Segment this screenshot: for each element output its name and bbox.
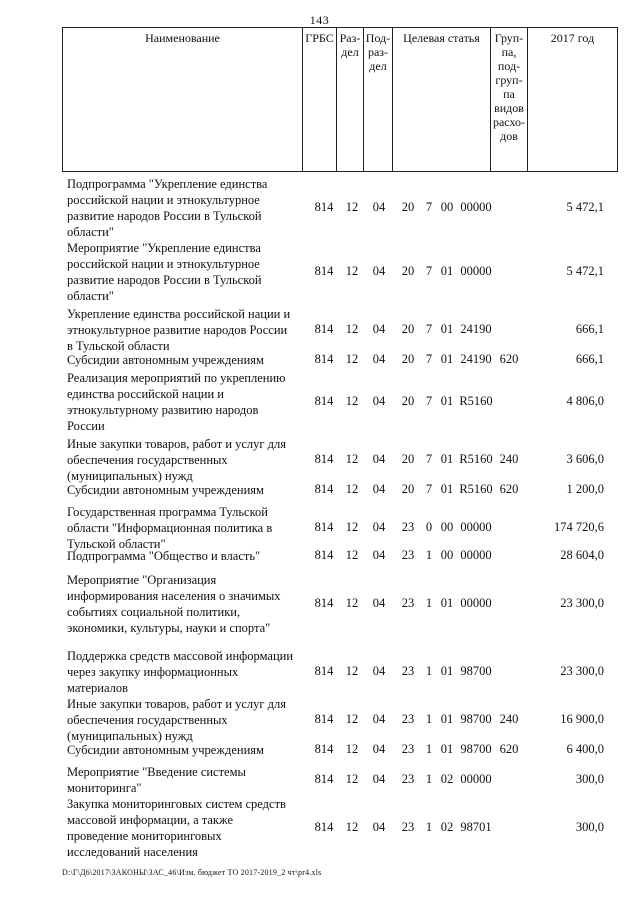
header-name: Наименование	[62, 27, 303, 172]
row-amount: 174 720,6	[554, 520, 604, 534]
row-target-code: R5160	[459, 452, 493, 466]
row-target-event: 00	[440, 520, 454, 534]
row-name: Государственная программа Тульской области "Информационная политика в Тульской области"	[67, 505, 273, 551]
row-subsection: 04	[372, 322, 386, 336]
header-year: 2017 год	[527, 27, 618, 172]
row-section: 12	[345, 394, 359, 408]
row-target-program: 23	[401, 596, 415, 610]
table-row	[62, 548, 618, 568]
row-grbs: 814	[314, 264, 334, 278]
row-target-code: 98700	[460, 712, 492, 726]
row-expense-group: 620	[499, 742, 519, 756]
row-target-event: 02	[440, 820, 454, 834]
row-target-code: 98700	[460, 664, 492, 678]
row-subsection: 04	[372, 820, 386, 834]
table-row	[62, 482, 618, 500]
row-target-code: R5160	[459, 482, 493, 496]
row-target-code: 00000	[460, 772, 492, 786]
row-section: 12	[345, 520, 359, 534]
row-section: 12	[345, 820, 359, 834]
row-section: 12	[345, 596, 359, 610]
row-target-code: 24190	[460, 322, 492, 336]
row-target-program: 20	[401, 200, 415, 214]
row-target-event: 01	[440, 742, 454, 756]
row-grbs: 814	[314, 742, 334, 756]
row-target-program: 23	[401, 772, 415, 786]
row-target-subprogram: 0	[425, 520, 433, 534]
row-target-subprogram: 1	[425, 664, 433, 678]
table-row	[62, 764, 618, 794]
row-name: Мероприятие "Укрепление единства российской нации и этнокультурное развитие народов России в Тульской области"	[67, 241, 262, 303]
row-section: 12	[345, 664, 359, 678]
row-name: Реализация мероприятий по укреплению единства российской нации и этнокультурному развитию народов России	[67, 371, 286, 433]
row-target-subprogram: 7	[425, 352, 433, 366]
row-name: Субсидии автономным учреждениям	[67, 743, 264, 757]
row-target-program: 20	[401, 452, 415, 466]
row-target-subprogram: 1	[425, 712, 433, 726]
row-amount: 666,1	[575, 322, 604, 336]
row-amount: 4 806,0	[566, 394, 604, 408]
row-name: Иные закупки товаров, работ и услуг для обеспечения государственных (муниципальных) нужд	[67, 697, 287, 743]
row-target-program: 20	[401, 482, 415, 496]
footer-path: D:\Г\Д6\2017\ЗАКОНЫ\ЗАС_46\Изм. бюджет ТО 2017-2019_2 чт\pr4.xls	[62, 868, 322, 877]
table-row	[62, 648, 618, 696]
row-target-code: 00000	[460, 596, 492, 610]
row-name: Закупка мониторинговых систем средств массовой информации, а также проведение мониторинговых исследований населения	[67, 797, 286, 859]
row-amount: 666,1	[575, 352, 604, 366]
row-target-program: 23	[401, 520, 415, 534]
row-target-event: 01	[440, 394, 454, 408]
row-amount: 6 400,0	[566, 742, 604, 756]
table-row	[62, 176, 618, 240]
row-target-program: 23	[401, 820, 415, 834]
row-target-event: 01	[440, 596, 454, 610]
row-expense-group: 240	[499, 712, 519, 726]
row-section: 12	[345, 482, 359, 496]
row-amount: 16 900,0	[560, 712, 604, 726]
header-target: Целевая статья	[392, 27, 491, 172]
row-target-code: 00000	[460, 264, 492, 278]
row-name: Подпрограмма "Укрепление единства российской нации и этнокультурное развитие народов России в Тульской области"	[67, 177, 268, 239]
row-name: Подпрограмма "Общество и власть"	[67, 549, 261, 563]
row-grbs: 814	[314, 772, 334, 786]
row-target-code: 98700	[460, 742, 492, 756]
row-amount: 5 472,1	[566, 200, 604, 214]
table-row	[62, 240, 618, 304]
row-grbs: 814	[314, 394, 334, 408]
row-section: 12	[345, 352, 359, 366]
page-number: 143	[309, 13, 330, 27]
row-subsection: 04	[372, 772, 386, 786]
row-target-program: 20	[401, 394, 415, 408]
row-target-subprogram: 1	[425, 742, 433, 756]
table-row	[62, 742, 618, 760]
table-row	[62, 306, 618, 352]
row-target-code: 24190	[460, 352, 492, 366]
row-target-event: 01	[440, 352, 454, 366]
row-name: Иные закупки товаров, работ и услуг для обеспечения государственных (муниципальных) нужд	[67, 437, 287, 483]
row-name: Укрепление единства российской нации и этнокультурное развитие народов России в Тульской области	[67, 307, 291, 353]
row-subsection: 04	[372, 200, 386, 214]
header-group: Груп- па, под- груп- па видов расхо- дов	[490, 27, 528, 172]
row-subsection: 04	[372, 482, 386, 496]
row-target-event: 00	[440, 548, 454, 562]
row-subsection: 04	[372, 548, 386, 562]
row-grbs: 814	[314, 664, 334, 678]
row-section: 12	[345, 712, 359, 726]
row-target-subprogram: 7	[425, 394, 433, 408]
row-name: Мероприятие "Организация информирования населения о значимых событиях социальной политики, экономики, культуры, науки и спорта"	[67, 573, 281, 635]
row-target-program: 23	[401, 742, 415, 756]
row-subsection: 04	[372, 596, 386, 610]
row-target-program: 20	[401, 264, 415, 278]
row-target-subprogram: 1	[425, 820, 433, 834]
row-name: Мероприятие "Введение системы мониторинга"	[67, 765, 246, 795]
row-target-event: 00	[440, 200, 454, 214]
row-target-event: 01	[440, 664, 454, 678]
row-target-program: 20	[401, 322, 415, 336]
row-target-event: 01	[440, 264, 454, 278]
row-target-subprogram: 7	[425, 200, 433, 214]
row-target-subprogram: 1	[425, 596, 433, 610]
row-target-subprogram: 7	[425, 264, 433, 278]
row-grbs: 814	[314, 596, 334, 610]
row-target-subprogram: 1	[425, 548, 433, 562]
row-target-subprogram: 1	[425, 772, 433, 786]
row-target-event: 02	[440, 772, 454, 786]
row-section: 12	[345, 548, 359, 562]
table-row	[62, 436, 618, 482]
row-subsection: 04	[372, 352, 386, 366]
row-amount: 23 300,0	[560, 596, 604, 610]
row-section: 12	[345, 322, 359, 336]
row-section: 12	[345, 772, 359, 786]
row-subsection: 04	[372, 452, 386, 466]
row-grbs: 814	[314, 322, 334, 336]
row-amount: 300,0	[575, 772, 604, 786]
row-grbs: 814	[314, 482, 334, 496]
row-grbs: 814	[314, 712, 334, 726]
row-grbs: 814	[314, 820, 334, 834]
row-amount: 5 472,1	[566, 264, 604, 278]
row-amount: 23 300,0	[560, 664, 604, 678]
table-row	[62, 796, 618, 860]
row-expense-group: 240	[499, 452, 519, 466]
row-amount: 300,0	[575, 820, 604, 834]
row-name: Поддержка средств массовой информации через закупку информационных материалов	[67, 649, 294, 695]
table-row	[62, 696, 618, 742]
row-target-code: 00000	[460, 200, 492, 214]
row-target-event: 01	[440, 322, 454, 336]
row-grbs: 814	[314, 200, 334, 214]
row-target-event: 01	[440, 712, 454, 726]
row-grbs: 814	[314, 452, 334, 466]
table-row	[62, 504, 618, 551]
row-subsection: 04	[372, 664, 386, 678]
row-target-code: 00000	[460, 548, 492, 562]
row-subsection: 04	[372, 394, 386, 408]
row-target-program: 20	[401, 352, 415, 366]
row-target-subprogram: 7	[425, 482, 433, 496]
table-row	[62, 572, 618, 648]
table-row	[62, 370, 618, 434]
header-grbs: ГРБС	[302, 27, 337, 172]
row-target-event: 01	[440, 452, 454, 466]
row-section: 12	[345, 742, 359, 756]
row-expense-group: 620	[499, 352, 519, 366]
header-section: Раз- дел	[336, 27, 364, 172]
row-target-program: 23	[401, 712, 415, 726]
row-target-program: 23	[401, 664, 415, 678]
row-target-subprogram: 7	[425, 452, 433, 466]
row-target-program: 23	[401, 548, 415, 562]
row-grbs: 814	[314, 520, 334, 534]
row-target-code: 98701	[460, 820, 492, 834]
row-amount: 3 606,0	[566, 452, 604, 466]
row-name: Субсидии автономным учреждениям	[67, 353, 264, 367]
row-name: Субсидии автономным учреждениям	[67, 483, 264, 497]
row-subsection: 04	[372, 712, 386, 726]
row-target-event: 01	[440, 482, 454, 496]
row-subsection: 04	[372, 264, 386, 278]
row-subsection: 04	[372, 520, 386, 534]
row-target-code: R5160	[459, 394, 493, 408]
row-target-code: 00000	[460, 520, 492, 534]
header-subsection: Под- раз- дел	[363, 27, 393, 172]
row-subsection: 04	[372, 742, 386, 756]
row-section: 12	[345, 264, 359, 278]
row-section: 12	[345, 200, 359, 214]
row-grbs: 814	[314, 548, 334, 562]
table-row	[62, 352, 618, 370]
row-amount: 1 200,0	[566, 482, 604, 496]
row-grbs: 814	[314, 352, 334, 366]
row-target-subprogram: 7	[425, 322, 433, 336]
row-amount: 28 604,0	[560, 548, 604, 562]
row-expense-group: 620	[499, 482, 519, 496]
row-section: 12	[345, 452, 359, 466]
